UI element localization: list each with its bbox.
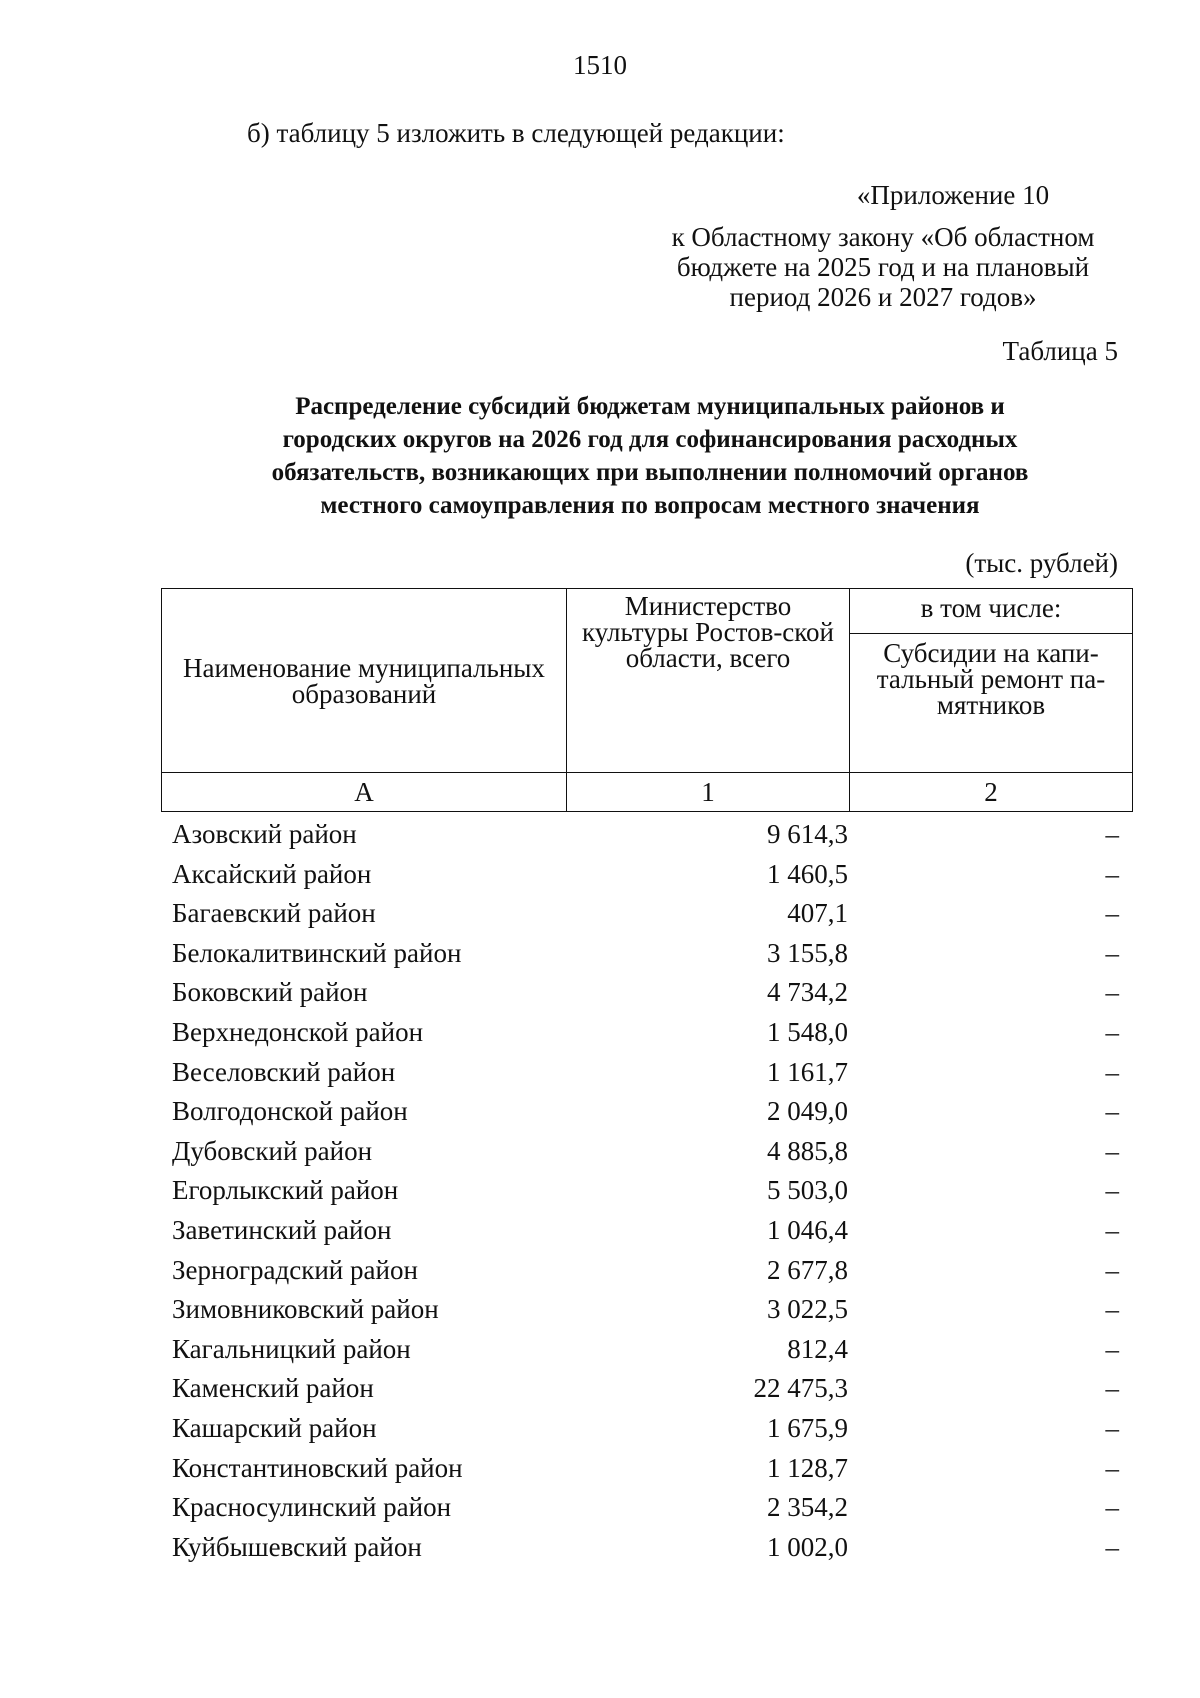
header-num-a: А xyxy=(162,773,567,812)
row-name: Константиновский район xyxy=(172,1452,463,1483)
row-total: 407,1 xyxy=(787,898,848,929)
table-row xyxy=(161,1409,1130,1449)
row-total: 4 734,2 xyxy=(767,977,848,1008)
row-total: 3 022,5 xyxy=(767,1294,848,1325)
row-repair: – xyxy=(1105,1214,1119,1245)
row-repair: – xyxy=(1105,1294,1119,1325)
header-num-2: 2 xyxy=(850,773,1133,812)
row-repair: – xyxy=(1105,937,1119,968)
title-line: местного самоуправления по вопросам местного значения xyxy=(320,492,980,519)
row-name: Кагальницкий район xyxy=(172,1333,411,1364)
table-row xyxy=(161,934,1130,974)
row-repair: – xyxy=(1105,1531,1119,1562)
row-name: Каменский район xyxy=(172,1373,374,1404)
row-name: Зерноградский район xyxy=(172,1254,418,1285)
row-total: 1 002,0 xyxy=(767,1531,848,1562)
row-total: 1 128,7 xyxy=(767,1452,848,1483)
title-line: Распределение субсидий бюджетам муниципальных районов и xyxy=(295,393,1005,420)
row-repair: – xyxy=(1105,1452,1119,1483)
row-name: Багаевский район xyxy=(172,898,376,929)
row-repair: – xyxy=(1105,1016,1119,1047)
appendix-reference xyxy=(648,222,1118,312)
table-title xyxy=(162,390,1138,522)
appendix-line: период 2026 и 2027 годов» xyxy=(729,282,1037,312)
table-row xyxy=(161,815,1130,855)
row-repair: – xyxy=(1105,1096,1119,1127)
table-label: Таблица 5 xyxy=(1002,336,1118,366)
row-total: 812,4 xyxy=(787,1333,848,1364)
row-name: Аксайский район xyxy=(172,858,372,889)
row-name: Егорлыкский район xyxy=(172,1175,399,1206)
table-row xyxy=(161,1132,1130,1172)
row-total: 1 675,9 xyxy=(767,1412,848,1443)
page-number: 1510 xyxy=(573,50,627,80)
row-repair: – xyxy=(1105,1373,1119,1404)
header-num-1: 1 xyxy=(567,773,850,812)
appendix-line: бюджете на 2025 год и на плановый xyxy=(676,252,1090,282)
row-repair: – xyxy=(1105,1135,1119,1166)
table-header xyxy=(161,588,1133,812)
row-total: 1 161,7 xyxy=(767,1056,848,1087)
appendix-title xyxy=(660,180,1200,210)
row-repair: – xyxy=(1105,1056,1119,1087)
row-name: Дубовский район xyxy=(172,1135,373,1166)
row-name: Белокалитвинский район xyxy=(172,937,462,968)
row-total: 1 548,0 xyxy=(767,1016,848,1047)
row-total: 3 155,8 xyxy=(767,937,848,968)
row-name: Боковский район xyxy=(172,977,368,1008)
header-in-total: в том числе: xyxy=(850,589,1133,634)
header-name-column: Наименование муниципальных образований xyxy=(162,589,567,773)
row-repair: – xyxy=(1105,858,1119,889)
row-total: 2 354,2 xyxy=(767,1492,848,1523)
row-repair: – xyxy=(1105,1333,1119,1364)
table-row xyxy=(161,1528,1130,1568)
row-repair: – xyxy=(1105,819,1119,849)
row-repair: – xyxy=(1105,1175,1119,1206)
table-row xyxy=(161,973,1130,1013)
header-repair-column: Субсидии на капи-тальный ремонт па-мятников xyxy=(850,634,1133,773)
title-line: обязательств, возникающих при выполнении полномочий органов xyxy=(271,459,1029,486)
row-total: 2 049,0 xyxy=(767,1096,848,1127)
row-total: 4 885,8 xyxy=(767,1135,848,1166)
row-name: Красносулинский район xyxy=(172,1492,452,1523)
table-row xyxy=(161,1092,1130,1132)
appendix-line: к Областному закону «Об областном xyxy=(671,222,1095,252)
table-row xyxy=(161,1053,1130,1093)
row-name: Верхнедонской район xyxy=(172,1016,424,1047)
row-repair: – xyxy=(1105,1412,1119,1443)
row-repair: – xyxy=(1105,1254,1119,1285)
table-row xyxy=(161,1211,1130,1251)
row-repair: – xyxy=(1105,977,1119,1008)
table-row xyxy=(161,1449,1130,1489)
table-row xyxy=(161,1013,1130,1053)
row-name: Зимовниковский район xyxy=(172,1294,439,1325)
table-body xyxy=(161,815,1130,1567)
table-row xyxy=(161,855,1130,895)
intro-text: б) таблицу 5 изложить в следующей редакции: xyxy=(247,118,785,148)
row-total: 1 046,4 xyxy=(767,1214,848,1245)
table-row xyxy=(161,1369,1130,1409)
row-name: Куйбышевский район xyxy=(172,1531,422,1562)
header-total-column: Министерство культуры Ростов-ской области, всего xyxy=(567,589,850,773)
row-total: 9 614,3 xyxy=(767,819,848,849)
table-row xyxy=(161,894,1130,934)
units-label: (тыс. рублей) xyxy=(965,548,1118,578)
row-name: Волгодонской район xyxy=(172,1096,408,1127)
title-line: городских округов на 2026 год для софинансирования расходных xyxy=(282,426,1018,453)
row-total: 1 460,5 xyxy=(767,858,848,889)
row-repair: – xyxy=(1105,1492,1119,1523)
row-total: 22 475,3 xyxy=(753,1373,848,1404)
table-row xyxy=(161,1330,1130,1370)
row-name: Веселовский район xyxy=(172,1056,396,1087)
appendix-title-text: «Приложение 10 xyxy=(856,180,1050,210)
row-name: Кашарский район xyxy=(172,1412,377,1443)
row-name: Заветинский район xyxy=(172,1214,392,1245)
row-total: 2 677,8 xyxy=(767,1254,848,1285)
table-row xyxy=(161,1488,1130,1528)
table-row xyxy=(161,1251,1130,1291)
row-name: Азовский район xyxy=(172,819,357,849)
table-row xyxy=(161,1171,1130,1211)
table-row xyxy=(161,1290,1130,1330)
row-repair: – xyxy=(1105,898,1119,929)
row-total: 5 503,0 xyxy=(767,1175,848,1206)
